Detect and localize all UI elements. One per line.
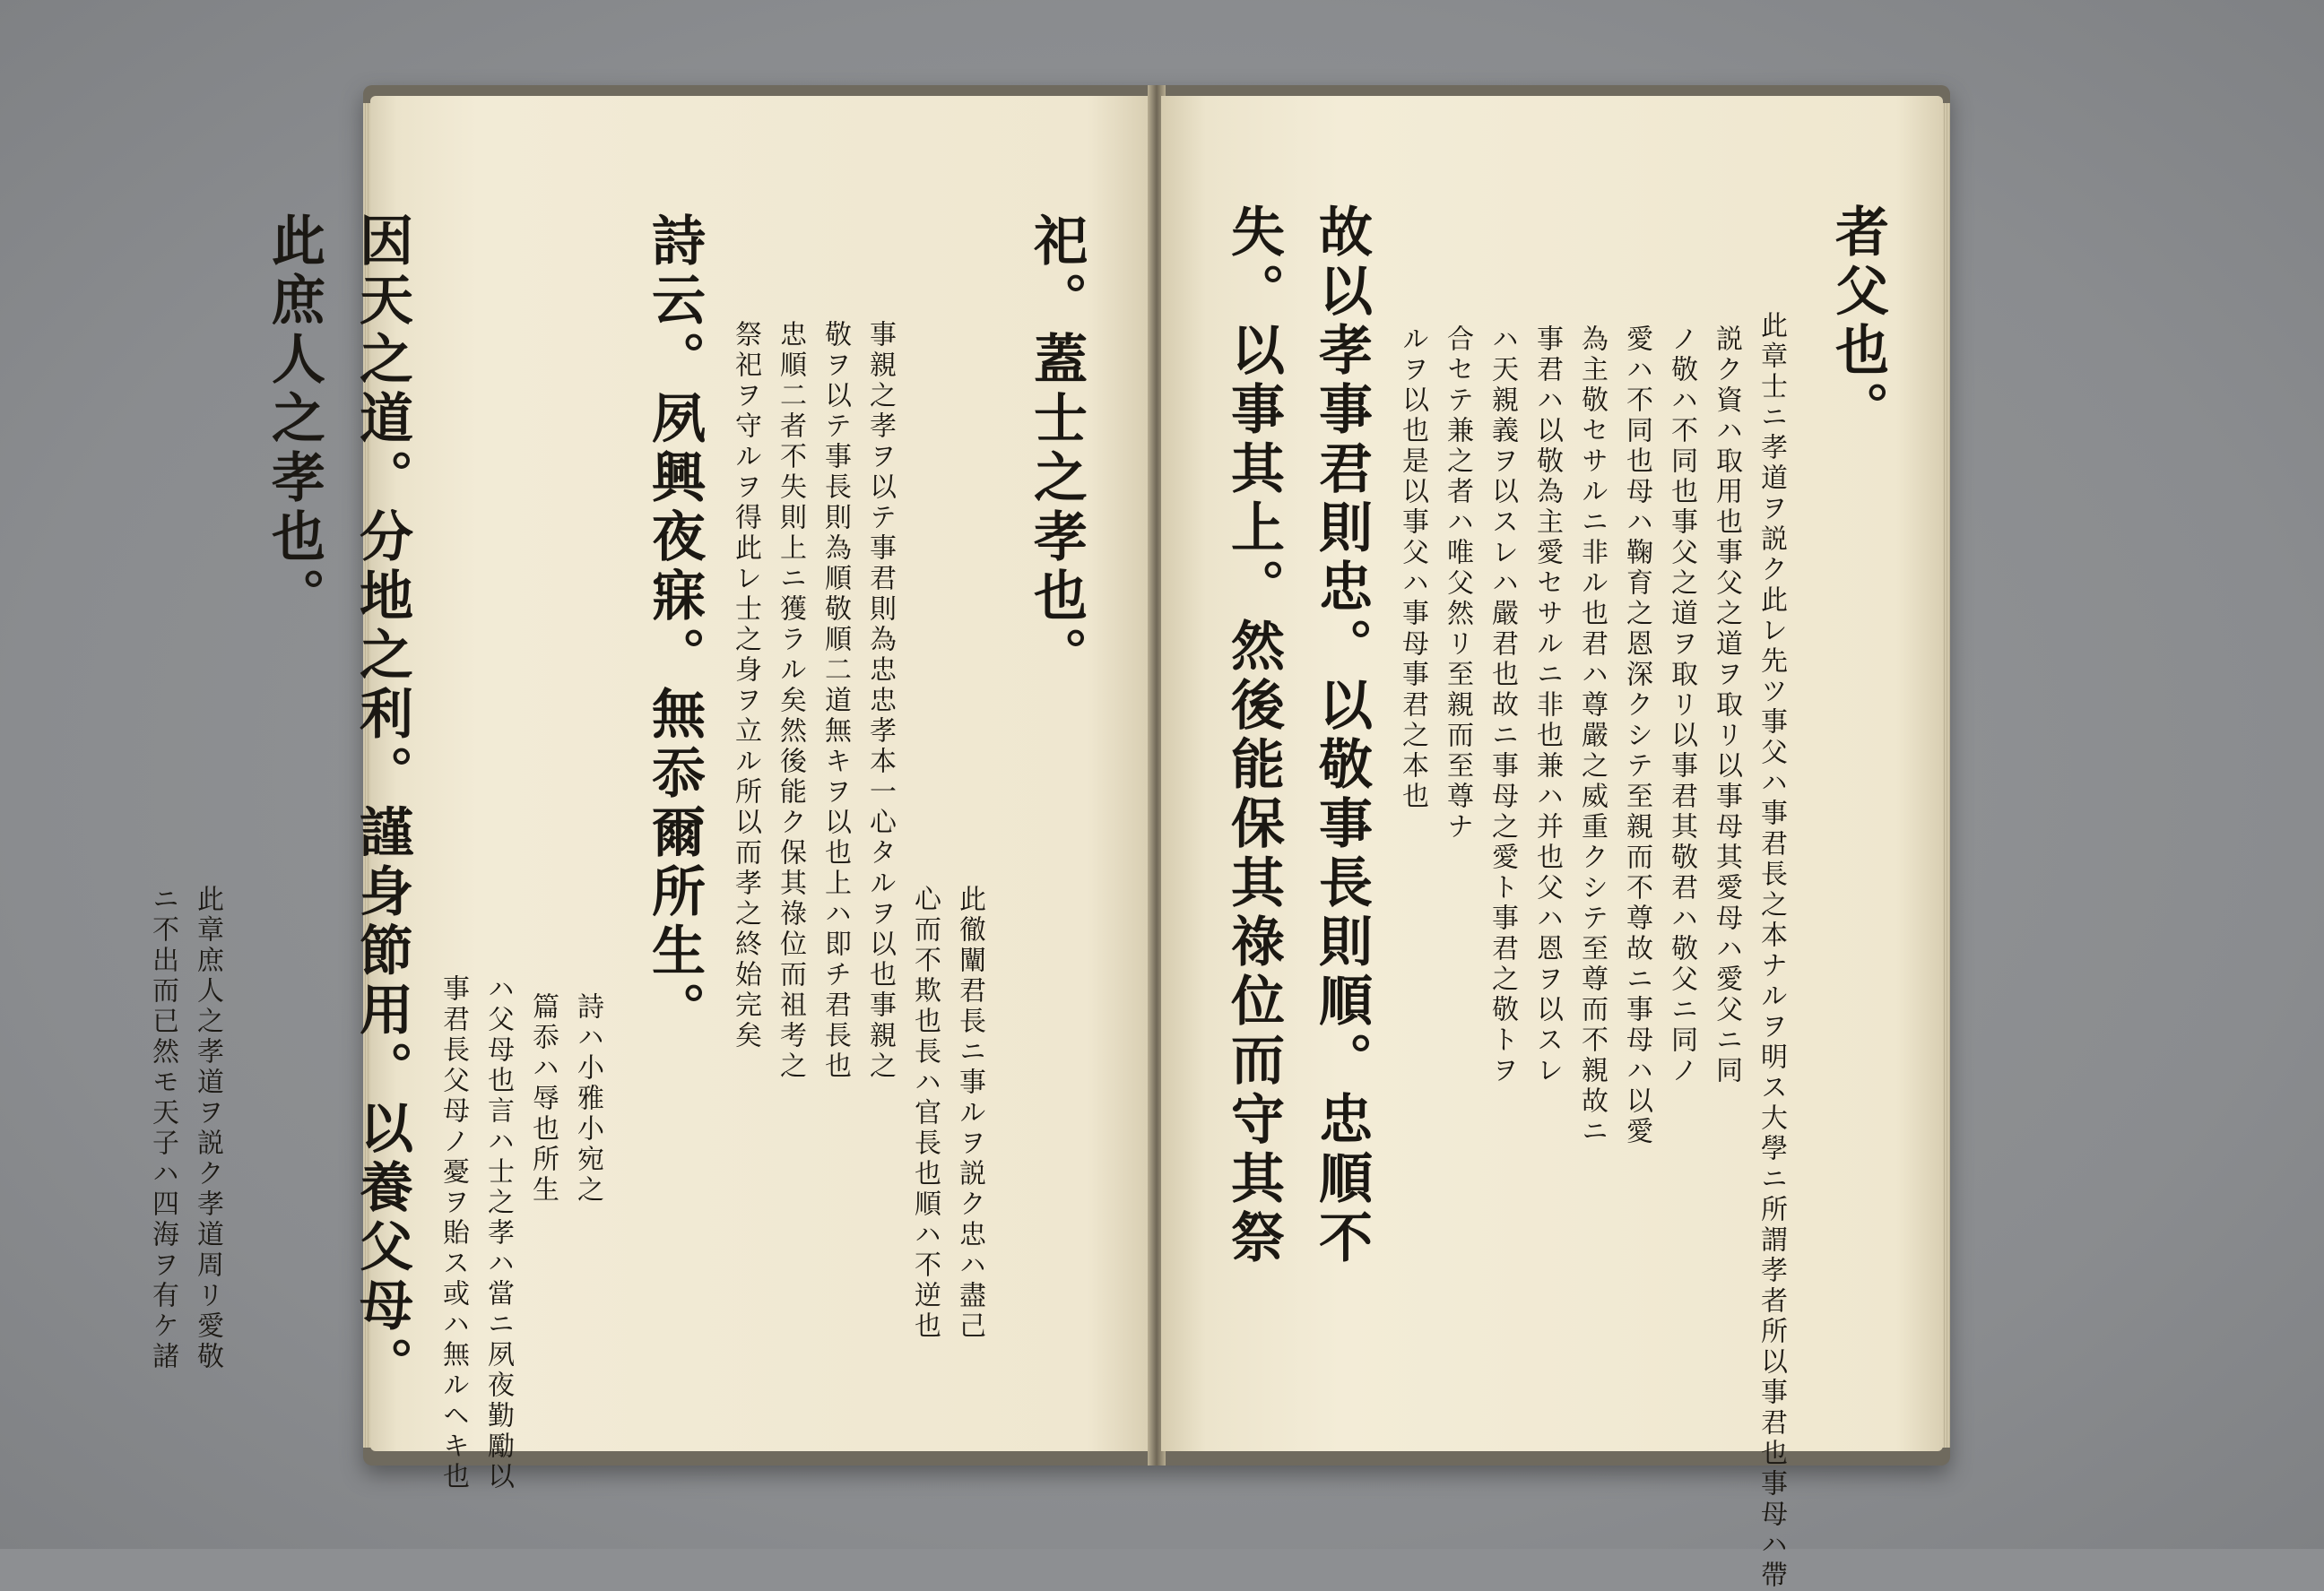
main-text-column-12: 失。以事其上。然後能保其祿位而守其祭 [1222,203,1285,1268]
commentary-column-7: 祭祀ヲ守ルヲ得此レ士之身ヲ立ル所以而孝之終始完矣 [730,320,761,1051]
commentary-column-9: 合セテ兼之者ハ唯父然リ至親而至尊ナ [1442,324,1473,843]
main-text-column-8: 詩云。夙興夜寐。無忝爾所生。 [643,212,706,1041]
commentary-column-3: 説ク資ハ取用也事父之道ヲ取リ以事母其愛母ハ愛父ニ同 [1711,324,1742,1086]
commentary-column-5: 敬ヲ以テ事長則為順敬順二道無キヲ以也上ハ即チ君長也 [819,320,851,1082]
commentary-column-12: 事君長父母ノ憂ヲ貽ス或ハ無ルヘキ也 [438,974,469,1492]
main-text-column-1: 祀。蓋士之孝也。 [1025,212,1088,686]
commentary-column-15: 此章庶人之孝道ヲ説ク孝道周リ愛敬 [192,885,223,1372]
commentary-column-2: 此徹闡君長ニ事ルヲ説ク忠ハ盡己 [954,885,985,1342]
commentary-column-10: ルヲ以也是以事父ハ事母事君之本也 [1397,324,1428,812]
commentary-column-4: ノ敬ハ不同也事父之道ヲ取リ以事君其敬君ハ敬父ニ同ノ [1666,324,1697,1086]
commentary-column-11: ハ父母也言ハ士之孝ハ當ニ夙夜勤勵以 [482,974,514,1492]
commentary-column-9: 詩ハ小雅小宛之 [572,992,603,1206]
commentary-column-6: 為主敬セサルニ非ル也君ハ尊嚴之威重クシテ至尊而不親故ニ [1576,324,1608,1147]
right-page [1161,96,1943,1591]
commentary-column-6: 忠順二者不失則上ニ獲ラル矣然後能ク保其祿位而祖考之 [775,320,806,1082]
right-page-text [1161,96,1943,1591]
left-page [147,96,1150,1492]
main-text-column-11: 故以孝事君則忠。以敬事長則順。忠順不 [1310,203,1373,1268]
commentary-column-10: 篇忝ハ辱也所生 [527,992,559,1206]
commentary-column-4: 事親之孝ヲ以テ事君則為忠忠孝本一心タルヲ以也事親之 [864,320,896,1082]
main-text-column-13: 因天之道。分地之利。謹身節用。以養父母。 [351,212,413,1396]
left-page-text [147,96,1150,1492]
commentary-column-16: ニ不出而已然モ天子ハ四海ヲ有ケ諸 [147,885,178,1372]
commentary-column-3: 心而不欺也長ハ官長也順ハ不逆也 [909,885,941,1342]
commentary-column-5: 愛ハ不同也母ハ鞠育之恩深クシテ至親而不尊故ニ事母ハ以愛 [1621,324,1652,1147]
commentary-column-7: 事君ハ以敬為主愛セサルニ非也兼ハ并也父ハ恩ヲ以スレ [1531,324,1563,1086]
commentary-column-8: ハ天親義ヲ以スレハ嚴君也故ニ事母之愛ト事君之敬トヲ [1487,324,1518,1086]
main-text-column-14: 此庶人之孝也。 [263,212,325,627]
main-text-column-1: 者父也。 [1826,203,1889,440]
commentary-column-2: 此章士ニ孝道ヲ説ク此レ先ツ事父ハ事君長之本ナルヲ明ス大學ニ所謂孝者所以事君也事母ハ帶 [1756,311,1787,1591]
open-book [147,85,1950,1591]
